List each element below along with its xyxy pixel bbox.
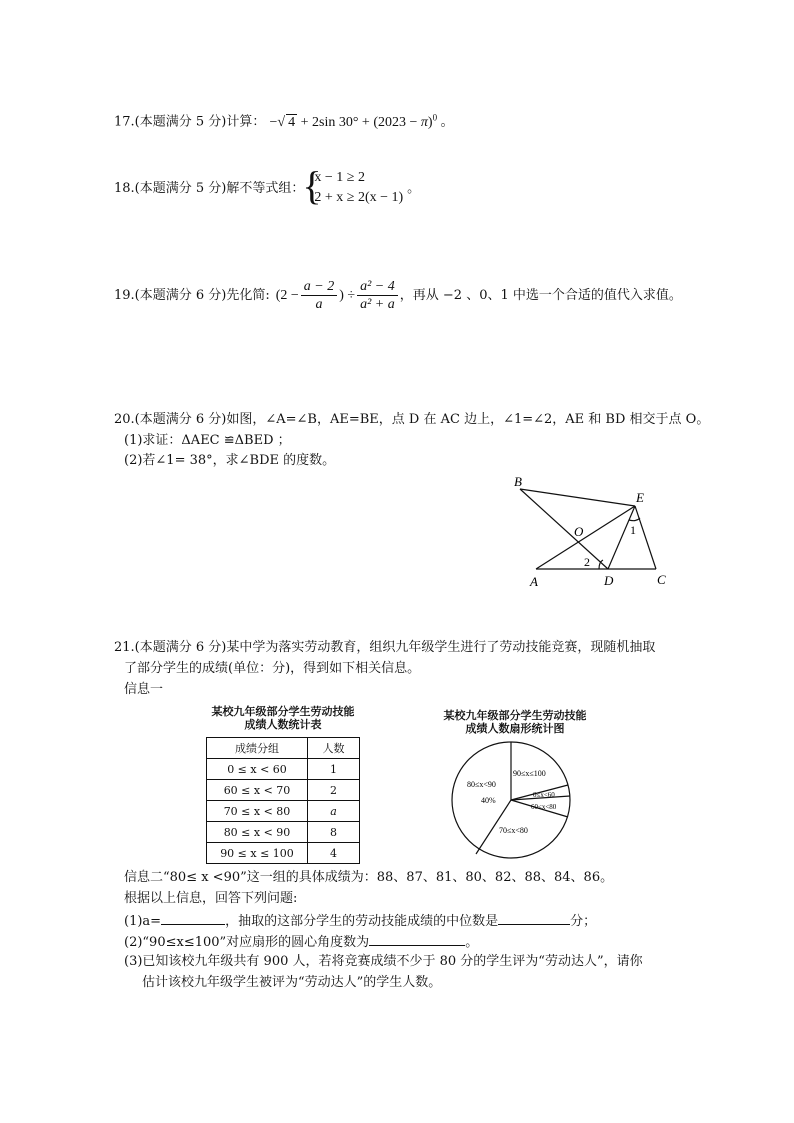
pie-chart-block — [425, 709, 605, 735]
segment-EC — [635, 506, 656, 569]
table-row: 90 ≤ x ≤ 100 4 — [207, 843, 360, 864]
label-O: O — [574, 524, 584, 539]
answer-blank-median[interactable] — [498, 910, 570, 925]
q18-label: 18.(本题满分 5 分)解不等式组： — [114, 180, 305, 196]
label-E: E — [636, 490, 644, 505]
question-17: 17.(本题满分 5 分)计算： −√ 4 + 2sin $30^\circ + (2023 - \pi)^0$ 。 — [114, 112, 454, 130]
table-caption-1: 某校九年级部分学生劳动技能 — [211, 705, 355, 718]
q21-sub-3-line-2: 估计该校九年级学生被评为“劳动达人”的学生人数。 — [142, 975, 442, 990]
fraction-1: $\frac{a - 2}{a}$ — [301, 278, 337, 313]
table-caption-2: 成绩人数统计表 — [244, 718, 322, 731]
fraction-2: $\frac{\text{a² − 4}}{\text{a² + a}}$ — [357, 278, 398, 313]
angle-1-arc — [629, 518, 640, 521]
slice-label-80-90: 80≤x<90 — [467, 780, 496, 789]
segment-BE — [520, 489, 635, 506]
question-18: 18.(本题满分 5 分)解不等式组： { x − 1 ≥ 2 2 + x ≥ 2(x − 1) 。 — [114, 168, 420, 208]
answer-blank-a[interactable] — [161, 910, 225, 925]
label-angle-1: 1 — [630, 523, 636, 537]
q21-stem-line-2: 了部分学生的成绩(单位：分)，得到如下相关信息。 — [124, 661, 421, 676]
inequality-system — [304, 168, 403, 208]
segment-ED — [608, 506, 635, 569]
table-row: 60 ≤ x < 70 2 — [207, 780, 360, 801]
slice-label-60-80: 60≤x<80 — [531, 803, 557, 811]
q20-stem: 20.(本题满分 6 分)如图，∠A=∠B，AE=BE，点 D 在 AC 边上，∠1=∠2，AE 和 BD 相交于点 O。 — [114, 412, 710, 427]
pie-caption-2: 成绩人数扇形统计图 — [465, 722, 565, 735]
slice-label-0-60: 0≤x<60 — [533, 791, 555, 799]
q21-info-1: 信息一 — [124, 682, 164, 697]
table-row: 70 ≤ x < 80 a — [207, 801, 360, 822]
q17-label: 17.(本题满分 5 分)计算： — [114, 114, 266, 130]
label-A: A — [530, 574, 538, 589]
pie-caption-1: 某校九年级部分学生劳动技能 — [443, 709, 587, 722]
q21-sub-3-line-1: (3)已知该校九年级共有 900 人，若将竞赛成绩不少于 80 分的学生评为“劳动达人”，请你 — [124, 954, 643, 969]
q20-part-1: (1)求证：ΔAEC ≌ΔBED ； — [124, 433, 291, 448]
question-19: 19.(本题满分 6 分)先化简: (2 − $\frac{a - 2}{a}$ ) ÷ $\frac{\text{a² − 4}}{\text{a² + a}}$ ，再从 −2 、0、1 中选一个合适的值代入求值。 — [114, 279, 682, 312]
q17-expression: −√ 4 + 2sin $30^\circ + (2023 - \pi)^0$ — [269, 112, 438, 130]
q20-part-2: (2)若∠1= 38°，求∠BDE 的度数。 — [124, 453, 336, 468]
slice-label-80-90-pct: 40% — [481, 796, 496, 805]
table-row: 80 ≤ x < 90 8 — [207, 822, 360, 843]
q21-info-2: 信息二“80≤ x <90”这一组的具体成绩为：88、87、81、80、82、88、84、86。 — [124, 870, 614, 885]
slice-label-90-100: 90≤x≤100 — [513, 769, 546, 778]
label-C: C — [657, 572, 666, 587]
label-angle-2: 2 — [584, 555, 590, 569]
segment-BD — [520, 489, 608, 569]
table-header-count: 人数 — [308, 738, 360, 759]
slice-label-70-80: 70≤x<80 — [499, 826, 528, 835]
label-D: D — [604, 573, 614, 588]
pie-chart — [447, 740, 581, 864]
q19-tail: ，再从 −2 、0、1 中选一个合适的值代入求值。 — [399, 288, 682, 303]
inequality-2: 2 + x ≥ 2(x − 1) — [314, 190, 404, 205]
q19-label: 19.(本题满分 6 分)先化简: — [114, 288, 270, 303]
geometry-figure — [500, 468, 690, 593]
stats-table-block — [206, 705, 360, 864]
scores-table — [206, 737, 360, 864]
label-B: B — [514, 474, 522, 489]
table-row: 0 ≤ x < 60 1 — [207, 759, 360, 780]
inequality-1: { x − 1 ≥ 2 — [314, 170, 365, 185]
q21-sub-1: (1)a= ，抽取的这部分学生的劳动技能成绩的中位数是 分； — [124, 910, 596, 931]
q21-stem-line-1: 21.(本题满分 6 分)某中学为落实劳动教育，组织九年级学生进行了劳动技能竞赛，现随机抽取 — [114, 640, 656, 655]
q21-prompt: 根据以上信息，回答下列问题: — [124, 891, 298, 906]
sqrt-symbol: √ — [277, 114, 286, 130]
table-header-group: 成绩分组 — [207, 738, 308, 759]
q21-sub-2: (2)“90≤x≤100”对应扇形的圆心角度数为 。 — [124, 931, 478, 952]
answer-blank-angle[interactable] — [369, 931, 465, 946]
